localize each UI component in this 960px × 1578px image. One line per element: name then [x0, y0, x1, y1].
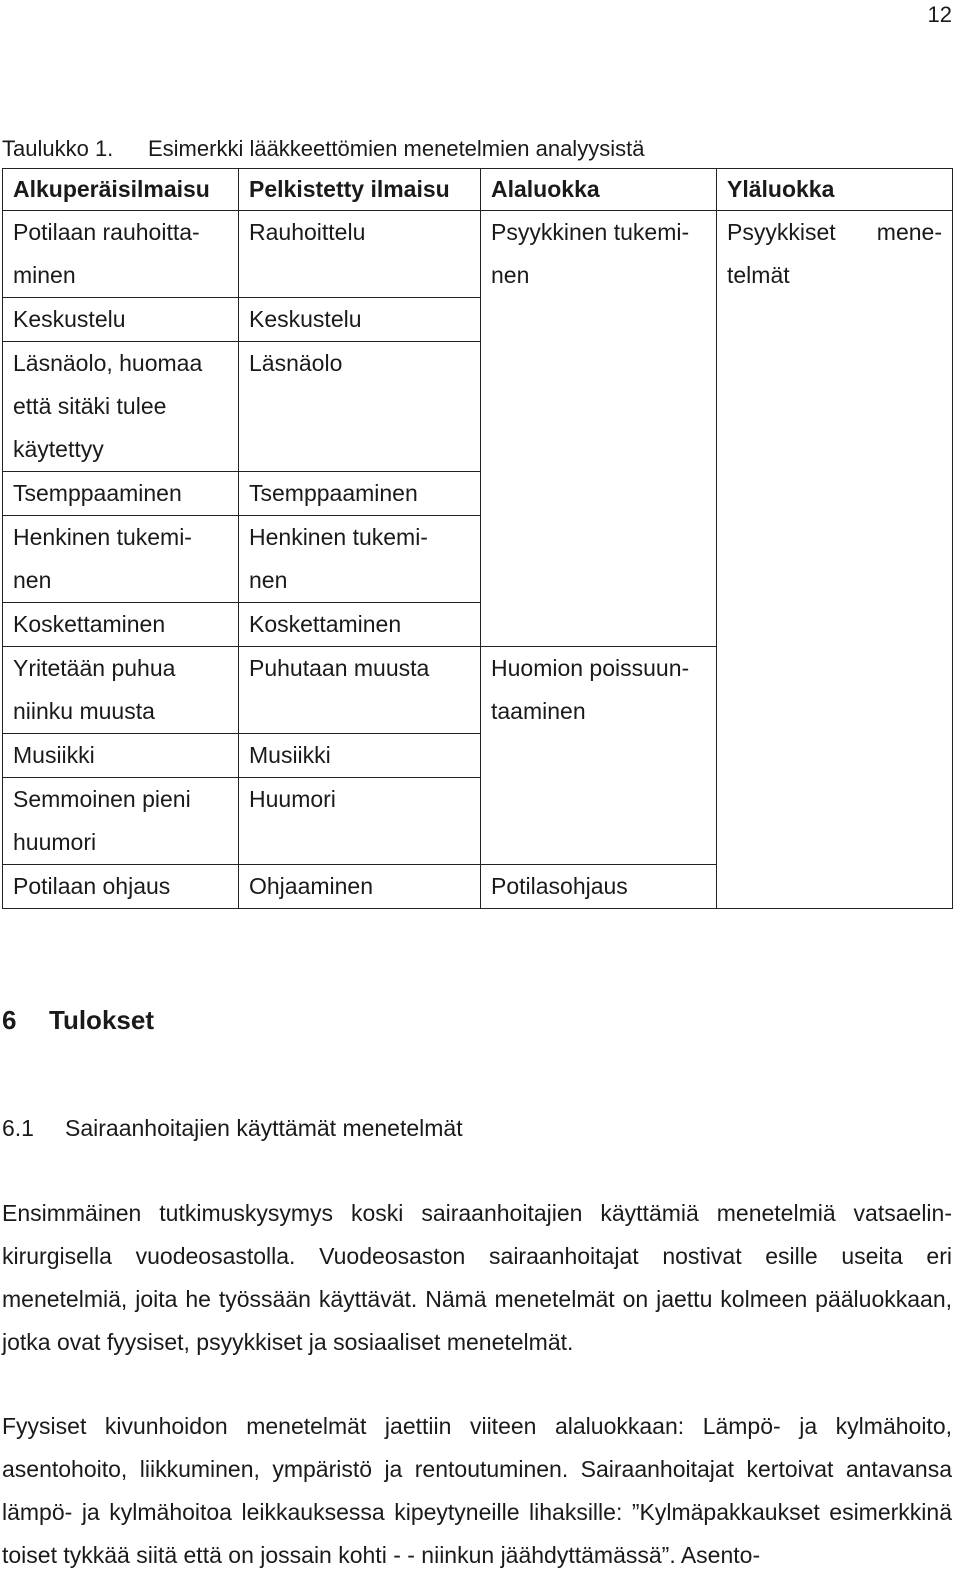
header-subcategory: Alaluokka: [481, 169, 717, 211]
body-paragraph: Ensimmäinen tutkimuskysymys koski sairaanhoitajien käyttämiä menetelmiä vatsaelin-kirurgisella vuodeosastolla. Vuodeosaston sairaanhoitajat nostivat esille useita eri menetelmiä, joita he työssään käyttävät. Nämä menetelmät on jaettu kolmeen pääluokkaan, jotka ovat fyysiset, psyykkiset ja sosiaaliset menetelmät.: [2, 1200, 952, 1355]
table-cell: Huumori: [239, 778, 481, 865]
table-cell: Yritetään puhua niinku muusta: [3, 647, 239, 734]
table-cell: Ohjaaminen: [239, 865, 481, 909]
table-cell: Potilaan rauhoitta- minen: [3, 211, 239, 298]
subsection-heading: [2, 1115, 463, 1142]
table-cell: Tsemppaaminen: [3, 472, 239, 516]
table-cell: Tsemppaaminen: [239, 472, 481, 516]
header-original-expression: Alkuperäisilmaisu: [3, 169, 239, 211]
analysis-table: [2, 168, 953, 909]
table-header-row: [3, 169, 953, 211]
main-category-cell: Psyykkiset mene- telmät: [717, 211, 953, 909]
section-heading: [2, 1005, 154, 1036]
subcategory-cell: Huomion poissuun- taaminen: [481, 647, 717, 865]
body-paragraph: Fyysiset kivunhoidon menetelmät jaettiin viiteen alaluokkaan: Lämpö- ja kylmähoito, asentohoito, liikkuminen, ympäristö ja rentoutuminen. Sairaanhoitajat kertoivat antavansa lämpö- ja kylmähoitoa leikkauksessa kipeytyneille lihaksille: ”Kylmäpakkaukset esimerkkinä toiset tykkää siitä että on jossain kohti - - niinkun jäähdyttämässä”. Asento-: [2, 1413, 952, 1568]
header-reduced-expression: Pelkistetty ilmaisu: [239, 169, 481, 211]
table-cell: Puhutaan muusta: [239, 647, 481, 734]
table-cell: Läsnäolo, huomaa että sitäki tulee käytettyy: [3, 342, 239, 472]
table-caption: [2, 136, 644, 162]
section-number: 6: [2, 1005, 17, 1035]
table-cell: Koskettaminen: [239, 603, 481, 647]
table-cell: Musiikki: [239, 734, 481, 778]
table-cell: Keskustelu: [239, 298, 481, 342]
table-cell: Potilaan ohjaus: [3, 865, 239, 909]
section-title: Tulokset: [49, 1005, 154, 1035]
table-row: [3, 211, 953, 298]
subcategory-cell: Potilasohjaus: [481, 865, 717, 909]
table-cell: Koskettaminen: [3, 603, 239, 647]
header-main-category: Yläluokka: [717, 169, 953, 211]
table-cell: Rauhoittelu: [239, 211, 481, 298]
table-cell: Henkinen tukemi- nen: [3, 516, 239, 603]
page-number: 12: [927, 2, 952, 27]
table-cell: Keskustelu: [3, 298, 239, 342]
table-caption-text: Esimerkki lääkkeettömien menetelmien analyysistä: [148, 136, 645, 161]
table-cell: Musiikki: [3, 734, 239, 778]
subsection-title: Sairaanhoitajien käyttämät menetelmät: [65, 1115, 463, 1141]
table-cell: Henkinen tukemi- nen: [239, 516, 481, 603]
subcategory-cell: Psyykkinen tukemi- nen: [481, 211, 717, 647]
table-cell: Läsnäolo: [239, 342, 481, 472]
table-cell: Semmoinen pieni huumori: [3, 778, 239, 865]
subsection-number: 6.1: [2, 1115, 34, 1141]
table-caption-label: Taulukko 1.: [2, 136, 114, 161]
